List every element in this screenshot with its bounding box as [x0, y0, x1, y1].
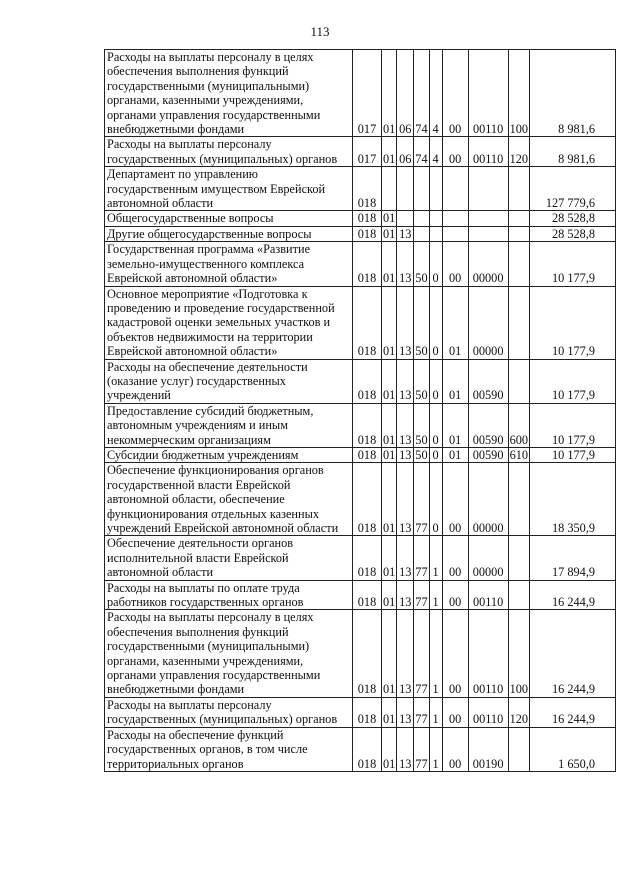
subprogram-code: 0	[429, 447, 442, 462]
row-name: Расходы на выплаты персоналу государственных (муниципальных) органов	[105, 697, 353, 727]
section-code: 01	[382, 463, 397, 536]
subsection-code: 13	[397, 359, 414, 403]
ministry-code: 018	[353, 211, 382, 226]
table-row	[105, 286, 616, 359]
ministry-code: 018	[353, 286, 382, 359]
page-number: 113	[310, 24, 330, 39]
row-name: Расходы на выплаты персоналу в целях обеспечения выполнения функций государственными (муниципальными) органами, казенными учреждениями, органами управления государственными внебюджетными фондами	[105, 50, 353, 137]
program-code: 50	[414, 403, 429, 447]
ministry-code: 018	[353, 580, 382, 610]
subsection-code: 13	[397, 242, 414, 286]
program-code: 77	[414, 463, 429, 536]
program-code: 77	[414, 536, 429, 580]
row-name: Предоставление субсидий бюджетным, автономным учреждениям и иным некоммерческим организациям	[105, 403, 353, 447]
amount: 10 177,9	[530, 242, 616, 286]
row-name: Основное мероприятие «Подготовка к проведению и проведение государственной кадастровой оценки земельных участков и объектов недвижимости на территории Еврейской автономной области»	[105, 286, 353, 359]
main-event-code: 00	[442, 137, 468, 167]
section-code: 01	[382, 580, 397, 610]
table-row	[105, 211, 616, 226]
amount: 10 177,9	[530, 286, 616, 359]
expense-type-code	[508, 463, 529, 536]
direction-code: 00190	[468, 727, 508, 771]
section-code: 01	[382, 403, 397, 447]
ministry-code: 017	[353, 137, 382, 167]
section-code: 01	[382, 697, 397, 727]
expense-type-code	[508, 359, 529, 403]
expense-type-code	[508, 727, 529, 771]
ministry-code: 018	[353, 697, 382, 727]
amount: 1 650,0	[530, 727, 616, 771]
direction-code: 00000	[468, 242, 508, 286]
main-event-code: 01	[442, 359, 468, 403]
expense-type-code: 610	[509, 447, 529, 462]
amount: 8 981,6	[530, 50, 616, 137]
expense-type-code: 120	[508, 137, 529, 167]
section-code: 01	[382, 137, 397, 167]
program-code: 77	[414, 610, 429, 697]
main-event-code: 00	[442, 727, 468, 771]
program-code: 50	[414, 286, 429, 359]
direction-code: 00110	[468, 610, 508, 697]
amount: 16 244,9	[530, 610, 616, 697]
table-row	[105, 50, 616, 137]
amount: 10 177,9	[530, 359, 616, 403]
section-code: 01	[382, 286, 397, 359]
program-code: 50	[415, 447, 428, 462]
expense-type-code	[508, 242, 529, 286]
ministry-code: 018	[353, 242, 382, 286]
main-event-code: 00	[442, 242, 468, 286]
subsection-code: 13	[397, 536, 414, 580]
subprogram-code: 1	[429, 580, 442, 610]
table-row	[105, 610, 616, 697]
main-event-code	[442, 211, 468, 226]
subprogram-code	[429, 226, 442, 241]
direction-code: 00110	[468, 580, 508, 610]
subprogram-code: 0	[429, 242, 442, 286]
subsection-code: 06	[397, 50, 414, 137]
subsection-code: 13	[397, 463, 414, 536]
direction-code	[468, 167, 508, 211]
ministry-code: 018	[353, 610, 382, 697]
table-row	[105, 242, 616, 286]
direction-code	[468, 226, 508, 241]
subprogram-code: 1	[429, 727, 442, 771]
program-code: 50	[414, 359, 429, 403]
expense-type-code: 100	[508, 50, 529, 137]
row-name: Расходы на выплаты персоналу государственных (муниципальных) органов	[105, 137, 353, 167]
section-code: 01	[382, 359, 397, 403]
main-event-code: 00	[442, 697, 468, 727]
direction-code: 00000	[468, 286, 508, 359]
direction-code: 00110	[468, 50, 508, 137]
subprogram-code	[429, 167, 442, 211]
row-name: Расходы на обеспечение функций государственных органов, в том числе территориальных органов	[105, 727, 353, 771]
direction-code: 00110	[468, 697, 508, 727]
row-name: Государственная программа «Развитие земельно-имущественного комплекса Еврейской автономной области»	[105, 242, 353, 286]
budget-table	[104, 49, 616, 772]
subsection-code: 13	[397, 727, 414, 771]
subprogram-code	[429, 211, 442, 226]
row-name: Расходы на выплаты по оплате труда работников государственных органов	[105, 580, 353, 610]
program-code: 50	[414, 242, 429, 286]
subsection-code	[397, 211, 414, 226]
program-code: 74	[414, 50, 429, 137]
section-code: 01	[382, 610, 397, 697]
main-event-code: 01	[442, 447, 468, 462]
table-row	[105, 447, 616, 462]
program-code	[414, 226, 429, 241]
subsection-code: 13	[397, 403, 414, 447]
row-name: Расходы на обеспечение деятельности (оказание услуг) государственных учреждений	[105, 359, 353, 403]
subsection-code: 13	[397, 226, 414, 241]
program-code: 77	[414, 727, 429, 771]
section-code: 01	[383, 226, 396, 241]
main-event-code: 00	[442, 536, 468, 580]
direction-code: 00110	[468, 137, 508, 167]
subsection-code: 13	[397, 447, 414, 462]
ministry-code: 018	[353, 727, 382, 771]
table-row	[105, 226, 616, 241]
section-code	[382, 167, 397, 211]
section-code: 01	[382, 727, 397, 771]
ministry-code: 018	[353, 167, 382, 211]
subsection-code	[397, 167, 414, 211]
amount: 127 779,6	[530, 167, 616, 211]
direction-code	[468, 211, 508, 226]
expense-type-code	[508, 580, 529, 610]
row-name: Расходы на выплаты персоналу в целях обеспечения выполнения функций государственными (муниципальными) органами, казенными учреждениями, органами управления государственными внебюджетными фондами	[105, 610, 353, 697]
subsection-code: 13	[397, 697, 414, 727]
main-event-code: 00	[442, 610, 468, 697]
section-code: 01	[383, 211, 396, 226]
subprogram-code: 1	[429, 536, 442, 580]
direction-code: 00590	[468, 447, 508, 462]
subprogram-code: 4	[429, 50, 442, 137]
program-code	[414, 211, 429, 226]
amount: 16 244,9	[530, 697, 616, 727]
section-code: 01	[382, 536, 397, 580]
table-row	[105, 167, 616, 211]
table-row	[105, 727, 616, 771]
expense-type-code: 120	[508, 697, 529, 727]
amount: 28 528,8	[530, 211, 616, 226]
main-event-code: 00	[442, 463, 468, 536]
subsection-code: 13	[397, 286, 414, 359]
main-event-code: 00	[442, 50, 468, 137]
amount: 18 350,9	[530, 463, 616, 536]
expense-type-code	[508, 536, 529, 580]
amount: 17 894,9	[530, 536, 616, 580]
subprogram-code: 0	[429, 286, 442, 359]
section-code: 01	[382, 50, 397, 137]
table-row	[105, 463, 616, 536]
direction-code: 00590	[468, 403, 508, 447]
main-event-code	[442, 167, 468, 211]
row-name: Обеспечение деятельности органов исполнительной власти Еврейской автономной области	[105, 536, 353, 580]
subprogram-code: 1	[429, 610, 442, 697]
row-name: Субсидии бюджетным учреждениям	[105, 447, 353, 462]
amount: 28 528,8	[530, 226, 616, 241]
subsection-code: 13	[397, 610, 414, 697]
expense-type-code: 600	[508, 403, 529, 447]
table-row	[105, 697, 616, 727]
amount: 10 177,9	[530, 403, 616, 447]
subsection-code: 13	[397, 580, 414, 610]
ministry-code: 018	[353, 447, 382, 462]
amount: 10 177,9	[530, 447, 616, 462]
subprogram-code: 0	[429, 463, 442, 536]
main-event-code: 01	[442, 403, 468, 447]
program-code: 74	[414, 137, 429, 167]
main-event-code: 01	[442, 286, 468, 359]
ministry-code: 018	[353, 226, 382, 241]
program-code	[414, 167, 429, 211]
ministry-code: 018	[353, 463, 382, 536]
ministry-code: 018	[353, 359, 382, 403]
expense-type-code	[508, 226, 529, 241]
amount: 8 981,6	[530, 137, 616, 167]
row-name: Другие общегосударственные вопросы	[105, 226, 353, 241]
program-code: 77	[414, 580, 429, 610]
subprogram-code: 4	[429, 137, 442, 167]
section-code: 01	[383, 447, 396, 462]
row-name: Департамент по управлению государственным имуществом Еврейской автономной области	[105, 167, 353, 211]
expense-type-code: 100	[508, 610, 529, 697]
table-row	[105, 137, 616, 167]
table-row	[105, 580, 616, 610]
subsection-code: 06	[397, 137, 414, 167]
main-event-code: 00	[442, 580, 468, 610]
subprogram-code: 0	[429, 403, 442, 447]
row-name: Обеспечение функционирования органов государственной власти Еврейской автономной области, обеспечение функционирования отдельных казенных учреждений Еврейской автономной области	[105, 463, 353, 536]
amount: 16 244,9	[530, 580, 616, 610]
table-row	[105, 403, 616, 447]
subprogram-code: 0	[429, 359, 442, 403]
table-row	[105, 536, 616, 580]
expense-type-code	[508, 286, 529, 359]
expense-type-code	[508, 211, 529, 226]
ministry-code: 018	[353, 536, 382, 580]
table-row	[105, 359, 616, 403]
row-name: Общегосударственные вопросы	[105, 211, 353, 226]
subprogram-code: 1	[429, 697, 442, 727]
direction-code: 00590	[468, 359, 508, 403]
main-event-code	[442, 226, 468, 241]
direction-code: 00000	[468, 463, 508, 536]
direction-code: 00000	[468, 536, 508, 580]
expense-type-code	[508, 167, 529, 211]
section-code: 01	[382, 242, 397, 286]
ministry-code: 018	[353, 403, 382, 447]
program-code: 77	[414, 697, 429, 727]
ministry-code: 017	[353, 50, 382, 137]
